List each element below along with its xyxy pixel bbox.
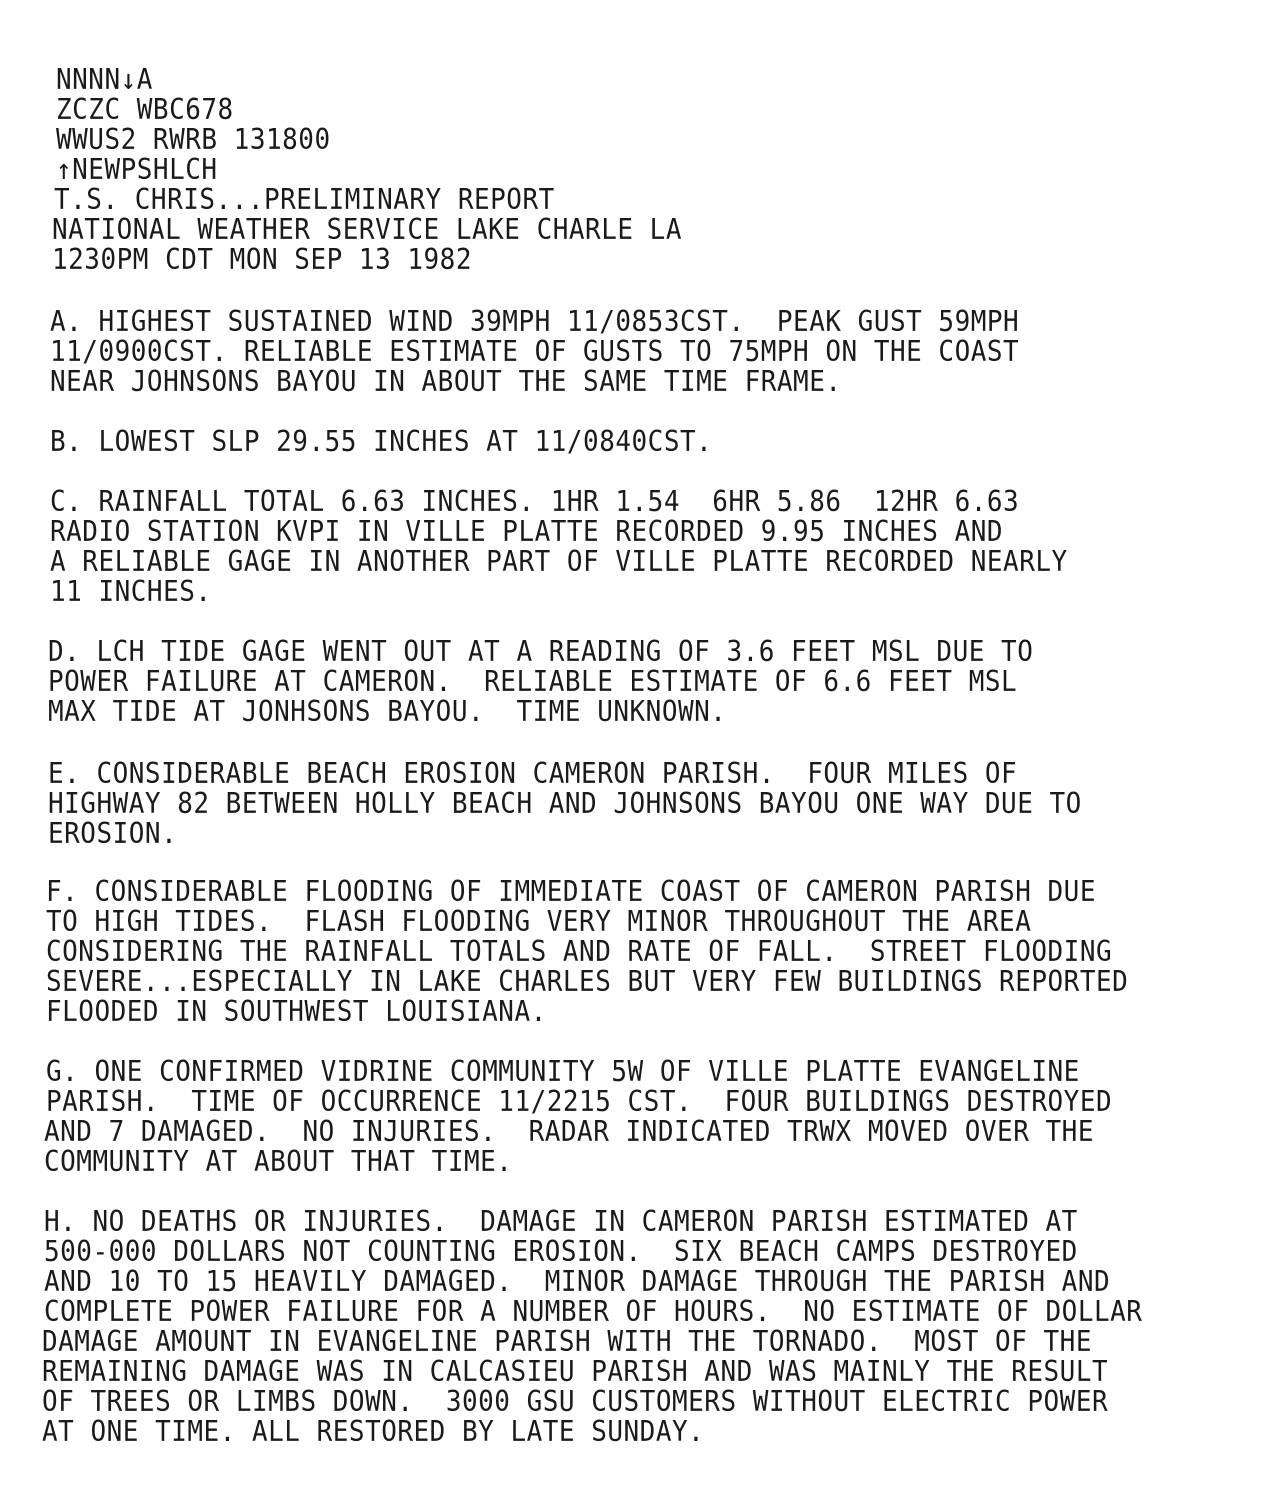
header-line: ZCZC WBC678 xyxy=(56,94,234,127)
section-d-line: POWER FAILURE AT CAMERON. RELIABLE ESTIMATE OF 6.6 FEET MSL xyxy=(48,666,1018,699)
section-h-line: 500-000 DOLLARS NOT COUNTING EROSION. SIX BEACH CAMPS DESTROYED xyxy=(44,1236,1078,1269)
issuing-office: NATIONAL WEATHER SERVICE LAKE CHARLE LA xyxy=(52,214,682,247)
section-d-line: MAX TIDE AT JONHSONS BAYOU. TIME UNKNOWN. xyxy=(48,696,727,729)
section-a-line: 11/0900CST. RELIABLE ESTIMATE OF GUSTS TO 75MPH ON THE COAST xyxy=(50,336,1020,369)
section-g-line: G. ONE CONFIRMED VIDRINE COMMUNITY 5W OF VILLE PLATTE EVANGELINE xyxy=(46,1056,1080,1089)
section-h-line: REMAINING DAMAGE WAS IN CALCASIEU PARISH AND WAS MAINLY THE RESULT xyxy=(42,1356,1109,1389)
section-g-line: AND 7 DAMAGED. NO INJURIES. RADAR INDICATED TRWX MOVED OVER THE xyxy=(44,1116,1094,1149)
section-h-line: AT ONE TIME. ALL RESTORED BY LATE SUNDAY. xyxy=(42,1416,705,1449)
section-f-line: SEVERE...ESPECIALLY IN LAKE CHARLES BUT VERY FEW BUILDINGS REPORTED xyxy=(46,966,1129,999)
section-f-line: F. CONSIDERABLE FLOODING OF IMMEDIATE COAST OF CAMERON PARISH DUE xyxy=(46,876,1096,909)
section-h-line: H. NO DEATHS OR INJURIES. DAMAGE IN CAMERON PARISH ESTIMATED AT xyxy=(44,1206,1078,1239)
header-line: WWUS2 RWRB 131800 xyxy=(56,124,331,157)
section-b-line: B. LOWEST SLP 29.55 INCHES AT 11/0840CST. xyxy=(50,426,713,459)
section-g-line: COMMUNITY AT ABOUT THAT TIME. xyxy=(44,1146,513,1179)
header-line: ↑NEWPSHLCH xyxy=(56,154,218,187)
header-line: NNNN↓A xyxy=(56,64,153,97)
section-h-line: AND 10 TO 15 HEAVILY DAMAGED. MINOR DAMAGE THROUGH THE PARISH AND xyxy=(44,1266,1111,1299)
section-h-line: COMPLETE POWER FAILURE FOR A NUMBER OF HOURS. NO ESTIMATE OF DOLLAR xyxy=(44,1296,1143,1329)
section-h-line: OF TREES OR LIMBS DOWN. 3000 GSU CUSTOMERS WITHOUT ELECTRIC POWER xyxy=(42,1386,1109,1419)
section-f-line: CONSIDERING THE RAINFALL TOTALS AND RATE OF FALL. STREET FLOODING xyxy=(46,936,1113,969)
section-g-line: PARISH. TIME OF OCCURRENCE 11/2215 CST. FOUR BUILDINGS DESTROYED xyxy=(46,1086,1113,1119)
section-e-line: HIGHWAY 82 BETWEEN HOLLY BEACH AND JOHNSONS BAYOU ONE WAY DUE TO xyxy=(48,788,1082,821)
report-title: T.S. CHRIS...PRELIMINARY REPORT xyxy=(54,184,555,217)
section-a-line: NEAR JOHNSONS BAYOU IN ABOUT THE SAME TIME FRAME. xyxy=(50,366,842,399)
section-d-line: D. LCH TIDE GAGE WENT OUT AT A READING OF 3.6 FEET MSL DUE TO xyxy=(48,636,1034,669)
section-c-line: A RELIABLE GAGE IN ANOTHER PART OF VILLE PLATTE RECORDED NEARLY xyxy=(50,546,1068,579)
section-e-line: EROSION. xyxy=(48,818,178,851)
section-h-line: DAMAGE AMOUNT IN EVANGELINE PARISH WITH THE TORNADO. MOST OF THE xyxy=(42,1326,1092,1359)
section-c-line: C. RAINFALL TOTAL 6.63 INCHES. 1HR 1.54 6HR 5.86 12HR 6.63 xyxy=(50,486,1020,519)
section-a-line: A. HIGHEST SUSTAINED WIND 39MPH 11/0853CST. PEAK GUST 59MPH xyxy=(50,306,1020,339)
section-f-line: FLOODED IN SOUTHWEST LOUISIANA. xyxy=(46,996,547,1029)
section-f-line: TO HIGH TIDES. FLASH FLOODING VERY MINOR THROUGHOUT THE AREA xyxy=(46,906,1032,939)
section-c-line: RADIO STATION KVPI IN VILLE PLATTE RECORDED 9.95 INCHES AND xyxy=(50,516,1004,549)
issue-time: 1230PM CDT MON SEP 13 1982 xyxy=(52,244,472,277)
section-c-line: 11 INCHES. xyxy=(50,576,212,609)
section-e-line: E. CONSIDERABLE BEACH EROSION CAMERON PARISH. FOUR MILES OF xyxy=(48,758,1018,791)
